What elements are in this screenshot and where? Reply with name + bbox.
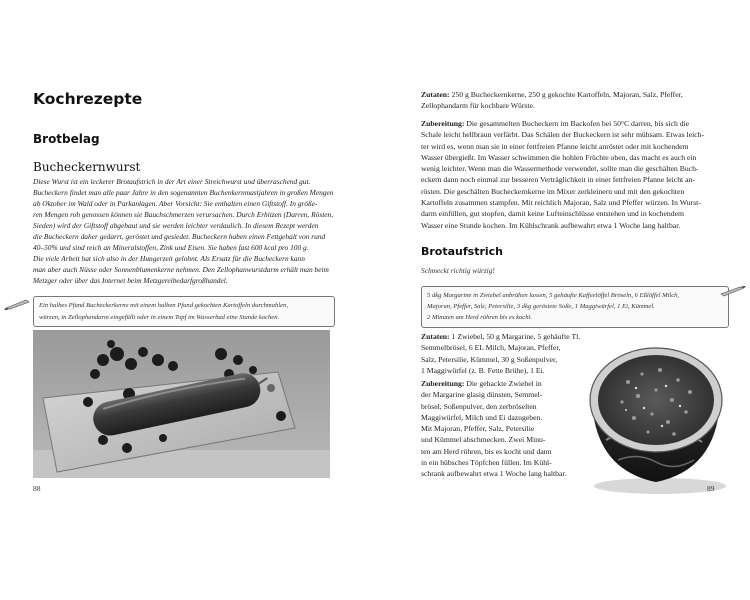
prep-line: ter wird es, wenn man sie in einer fettfreien Pfanne leicht anröstet oder mit kochendem (421, 141, 689, 151)
intro-paragraph (33, 176, 355, 286)
spread-bowl-photo (578, 330, 730, 496)
note-line: Majoran, Pfeffer, Salz, Petersilie, 3 dkg geröstete Soße, 1 Maggiwürfel, 1 Ei, Kümmel. (427, 303, 655, 311)
note-box-left (33, 296, 335, 327)
intro-line: ren Mengen roh genossen können sie Bauchschmerzen verursachen. Durch Erhitzen (Darren, Rösten, (33, 210, 334, 219)
prep-line: der Margarine glasig dünsten, Semmel- (421, 390, 543, 400)
sausage-photo (33, 330, 330, 478)
prep-line: wenig leichter. Wenn man die Wassermethode verwendet, sollte man die geschälten Buch- (421, 164, 699, 174)
pencil-icon (718, 286, 746, 298)
section-title: Brotbelag (33, 132, 100, 146)
preparation-label: Zubereitung: (421, 379, 465, 388)
prep-line: Die gesammelten Bucheckern im Backofen bei 50°C darren, bis sich die (466, 119, 690, 128)
pencil-icon (4, 298, 32, 310)
prep-line: Wasser eine Stunde kochen. Im Kühlschrank aufbewahrt etwa 1 Woche lang haltbar. (421, 220, 681, 230)
chapter-title: Kochrezepte (33, 90, 143, 108)
preparation-block-1 (421, 118, 721, 231)
ingredients-line: 250 g Bucheckernkerne, 250 g gekochte Kartoffeln, Majoran, Salz, Pfeffer, (451, 90, 683, 99)
ingredients-block-1 (421, 89, 721, 112)
ingredients-line: Zellophandarm für kochbare Würste. (421, 101, 535, 111)
prep-line: Die gehackte Zwiebel in (466, 379, 542, 388)
note-line: würzen, in Zellophandarm eingefüllt oder in einem Topf im Wasserbad eine Stunde kochen. (39, 313, 280, 321)
note-line: 2 Minuten am Herd rühren bis es kocht. (427, 314, 532, 322)
prep-line: Schale leicht hellbraun verfärbt. Das Schälen der Buckeckern ist sehr mühsam. Etwas leich- (421, 130, 705, 140)
ingredients-label: Zutaten: (421, 332, 450, 341)
ingredients-line: 1 Maggiwürfel (z. B. Fette Brühe), 1 Ei. (421, 365, 545, 375)
prep-line: rösten. Die geschälten Bucheckernkerne im Mixer zerkleinern und mit den gekochten (421, 186, 685, 196)
prep-line: ten am Herd rühren, bis es kocht und dann (421, 446, 552, 456)
preparation-label: Zubereitung: (421, 119, 465, 128)
ingredients-block-2 (421, 331, 595, 376)
intro-line: Bucheckern findet man alle paar Jahre in den sogenannten Buchenkernmastjahren in großen Mengen (33, 188, 334, 197)
page-number-left: 88 (33, 484, 41, 493)
recipe-subtitle: Schmeckt richtig würzig! (421, 266, 495, 275)
recipe-title-brotaufstrich: Brotaufstrich (421, 245, 504, 258)
prep-line: Kartoffeln zusammen stampfen. Mit reichlich Majoran, Salz und Pfeffer würzen. In Wurst- (421, 198, 701, 208)
prep-line: und Kümmel abschmecken. Zwei Minu- (421, 435, 546, 445)
recipe-title-bucheckernwurst: Bucheckernwurst (33, 160, 141, 174)
ingredients-line: Semmelbrösel, 6 EL Milch, Majoran, Pfeffer, (421, 343, 561, 353)
ingredients-line: 1 Zwiebel, 50 g Margarine, 5 gehäufte Tl. (451, 332, 581, 341)
intro-line: 40–50% und sind reich an Mineralstoffen, Zink und Eisen. Sie haben fast 600 kcal pro 100 g. (33, 243, 309, 252)
page-number-right: 89 (707, 484, 715, 493)
intro-line: Metzger oder über das Internet beim Metzgereibedarfgroßhandel. (33, 276, 228, 285)
note-box-right (421, 286, 729, 328)
intro-line: Die viele Arbeit hat sich also in der Hungerzeit gelohnt. Als Ersatz für die Bucheckern kann (33, 254, 305, 263)
ingredients-line: Salz, Petersilie, Kümmel, 30 g Soßenpulver, (421, 354, 558, 364)
prep-line: schrank aufbewahrt etwa 1 Woche lang haltbar. (421, 469, 567, 479)
preparation-block-2 (421, 378, 595, 480)
intro-line: ab Oktober im Wald oder in Parkanlagen. Aber Vorsicht: Sie enthalten einen Giftstoff. In größe- (33, 199, 318, 208)
prep-line: in ein hübsches Töpfchen füllen. Im Kühl- (421, 458, 552, 468)
prep-line: Maggiwürfel, Milch und Ei dazugeben. (421, 412, 543, 422)
prep-line: eckern dann noch einmal zur besseren Verträglichkeit in einer fettfreien Pfanne leicht an- (421, 175, 695, 185)
note-line: 5 dkg Margarine in Zwiebel anbrühen lassen, 5 gehäufte Kaffeelöffel Bröseln, 6 Eßlöffel Milch, (427, 292, 680, 299)
prep-line: Wasser übergießt. Im Wasser schwimmen die hohlen Früchte oben, das macht es auch ein (421, 152, 697, 162)
intro-line: die Bucheckern daher gedarrt, geröstet und gesiedet. Bucheckern haben einen Fettgehalt von rund (33, 232, 326, 241)
prep-line: darm einfüllen, gut stopfen, damit keine Lufteinschlüsse entstehen und in kochendem (421, 209, 685, 219)
intro-line: man aber auch Nüsse oder Sonnenblumenkerne nehmen. Den Zellophanwurstdarm erhält man beim (33, 265, 329, 274)
prep-line: Mit Majoran, Pfeffer, Salz, Petersilie (421, 424, 535, 434)
note-line: Ein halbes Pfund Bucheckerkerne mit einem halben Pfund gekochten Kartoffeln durchmahlen, (39, 302, 288, 309)
intro-line: Diese Wurst ist ein leckerer Brotaufstrich in der Art einer Streichwurst und überraschend gut. (33, 177, 311, 186)
prep-line: brösel, Soßenpulver, den zerbröselten (421, 401, 537, 411)
intro-line: Sieden) wird der Giftstoff abgebaut und sie werden leichter verdaulich. In diesem Rezept werden (33, 221, 319, 230)
ingredients-label: Zutaten: (421, 90, 450, 99)
